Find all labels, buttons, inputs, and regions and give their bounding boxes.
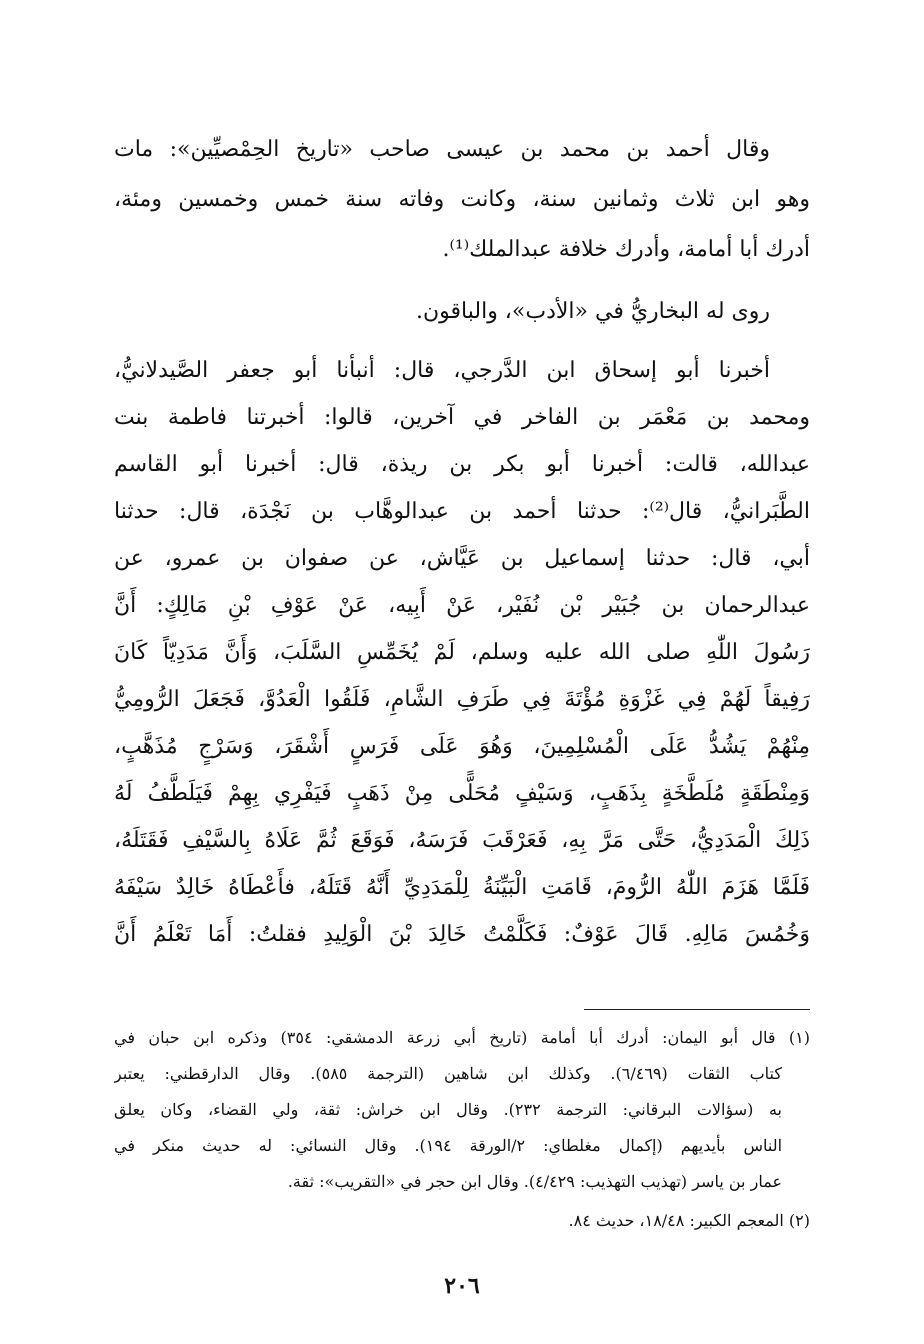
footnote-line: كتاب الثقات (٦/٤٦٩). وكذلك ابن شاهين (الترجمة ٥٨٥). وقال الدارقطني: يعتبر [114,1064,782,1083]
body-line: الطَّبَرانيُّ، قال⁽²⁾: حدثنا أحمد بن عبدالوهَّاب بن نَجْدَة، قال: حدثنا [114,499,810,524]
body-line: ذَلِكَ الْمَدَدِيُّ، حَتَّى مَرَّ بِهِ، فَعَرْقَبَ فَرَسَهُ، فَوَقَعَ ثُمَّ عَلَاهُ بِالسَّيْفِ فَقَتَلَهُ، [114,828,810,853]
footnote-line: به (سؤالات البرقاني: الترجمة ٢٣٢). وقال ابن خراش: ثقة، ولي القضاء، وكان يعلق [114,1100,782,1119]
body-line: رَسُولَ اللّٰهِ صلى الله عليه وسلم، لَمْ يُخَمِّسِ السَّلَبَ، وَأَنَّ مَدَدِيّاً كَانَ [114,640,810,665]
footnote-line: عمار بن ياسر (تهذيب التهذيب: ٤/٤٢٩). وقال ابن حجر في «التقريب»: ثقة. [287,1172,782,1191]
body-line: وقال أحمد بن محمد بن عيسى صاحب «تاريخ الحِمْصيِّين»: مات [114,137,770,162]
book-page [114,0,810,1344]
page-number: ٢٠٦ [444,1273,480,1299]
body-line: روى له البخاريُّ في «الأدب»، والباقون. [416,299,770,324]
body-line: أخبرنا أبو إسحاق ابن الدَّرجي، قال: أنبأنا أبو جعفر الصَّيدلانيُّ، [114,358,770,383]
body-line: مِنْهُمْ يَشُدُّ عَلَى الْمُسْلِمِينَ، وَهُوَ عَلَى فَرَسٍ أَشْقَرَ، وَسَرْجٍ مُذَهَّبٍ، [114,734,810,759]
footnote-line: (٢) المعجم الكبير: ١٨/٤٨، حديث ٨٤. [568,1211,810,1230]
body-line: ومحمد بن مَعْمَر بن الفاخر في آخرين، قالوا: أخبرتنا فاطمة بنت [114,405,810,430]
body-line: أبي، قال: حدثنا إسماعيل بن عَيَّاش، عن صفوان بن عمرو، عن [114,546,810,571]
body-line: وَخُمُسَ مَالِهِ. قَالَ عَوْفٌ: فَكَلَّمْتُ خَالِدَ بْنَ الْوَلِيدِ فقلتُ: أَمَا تَعْلَمُ أَنَّ [114,922,810,947]
body-line: عبدالرحمان بن جُبَيْر بْن نُفَيْر، عَنْ أَبِيه، عَنْ عَوْفِ بْنِ مَالِكٍ: أَنَّ [114,593,810,618]
body-line: وَمِنْطَقَةٍ مُلَطَّخَةٍ بِذَهَبٍ، وَسَيْفٍ مُحَلًّى مِنْ ذَهَبٍ فَيَفْرِي بِهِمْ فَيَلَطَّفُ لَهُ [114,781,810,806]
footnote-separator [584,1009,810,1010]
body-line: أدرك أبا أمامة، وأدرك خلافة عبدالملك⁽¹⁾. [442,237,810,262]
body-line: رَفِيقاً لَهُمْ فِي غَزْوَةِ مُؤْتَةَ فِي طَرَفِ الشَّامِ، فَلَقُوا الْعَدُوَّ، فَجَعَلَ الرُّومِيُّ [114,687,810,712]
footnote-line: (١) قال أبو اليمان: أدرك أبا أمامة (تاريخ أبي زرعة الدمشقي: ٣٥٤) وذكره ابن حبان في [114,1028,810,1047]
body-line: وهو ابن ثلاث وثمانين سنة، وكانت وفاته سنة خمس وخمسين ومئة، [114,187,810,212]
body-line: فَلَمَّا هَزَمَ اللّٰهُ الرُّومَ، قَامَتِ الْبَيِّنَةُ لِلْمَدَدِيِّ أَنَّهُ قَتَلَهُ، فأَعْطَاهُ خَالِدٌ سَيْفَهُ [114,875,810,900]
footnote-line: الناس بأيديهم (إكمال مغلطاي: ٢/الورقة ١٩٤). وقال النسائي: له حديث منكر في [114,1136,783,1155]
body-line: عبدالله، قالت: أخبرنا أبو بكر بن ريذة، قال: أخبرنا أبو القاسم [114,452,810,477]
